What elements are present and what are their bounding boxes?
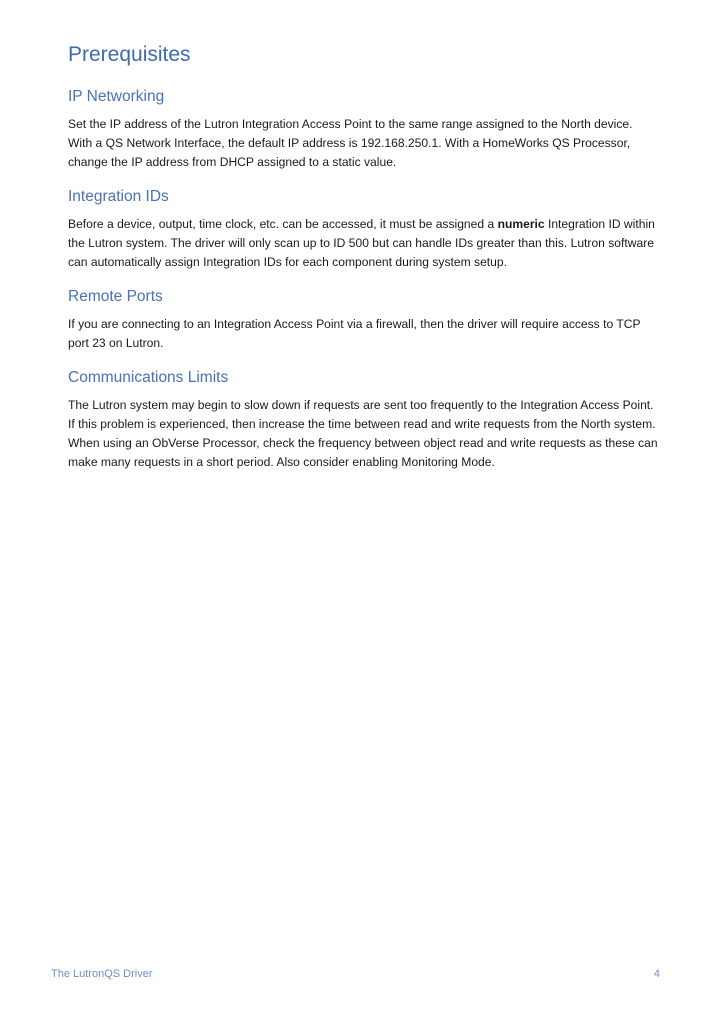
section-paragraph-ip-networking: Set the IP address of the Lutron Integration Access Point to the same range assigned to the North device. With a QS Network Interface, the default IP address is 192.168.250.1. With a HomeWorks QS Processor, change the IP address from DHCP assigned to a static value.	[68, 117, 633, 169]
section-heading-integration-ids: Integration IDs	[68, 188, 169, 205]
page-content	[68, 40, 658, 472]
footer-page-number: 4	[653, 968, 660, 980]
section-paragraph-remote-ports: If you are connecting to an Integration Access Point via a firewall, then the driver will require access to TCP port 23 on Lutron.	[68, 317, 641, 350]
section-heading-remote-ports: Remote Ports	[68, 288, 163, 305]
section-paragraph-integration-ids	[68, 215, 658, 272]
section-heading-communications-limits: Communications Limits	[68, 369, 229, 386]
footer-document-title: The LutronQS Driver	[51, 968, 153, 980]
section-paragraph-communications-limits: The Lutron system may begin to slow down if requests are sent too frequently to the Integration Access Point. If this problem is experienced, then increase the time between read and write requests from the North system. When using an ObVerse Processor, check the frequency between object read and write requests as these can make many requests in a short period. Also consider enabling Monitoring Mode.	[68, 398, 658, 469]
section-heading-ip-networking: IP Networking	[68, 88, 165, 105]
integration-ids-text-end: Integration ID within the Lutron system. The driver will only scan up to ID 500 but can handle IDs greater than this. Lutron software can automatically assign Integration IDs for each component during system setup.	[68, 217, 655, 269]
page-title: Prerequisites	[68, 43, 191, 66]
integration-ids-bold-word: numeric	[497, 217, 545, 231]
integration-ids-text-start: Before a device, output, time clock, etc. can be accessed, it must be assigned a	[68, 217, 498, 231]
